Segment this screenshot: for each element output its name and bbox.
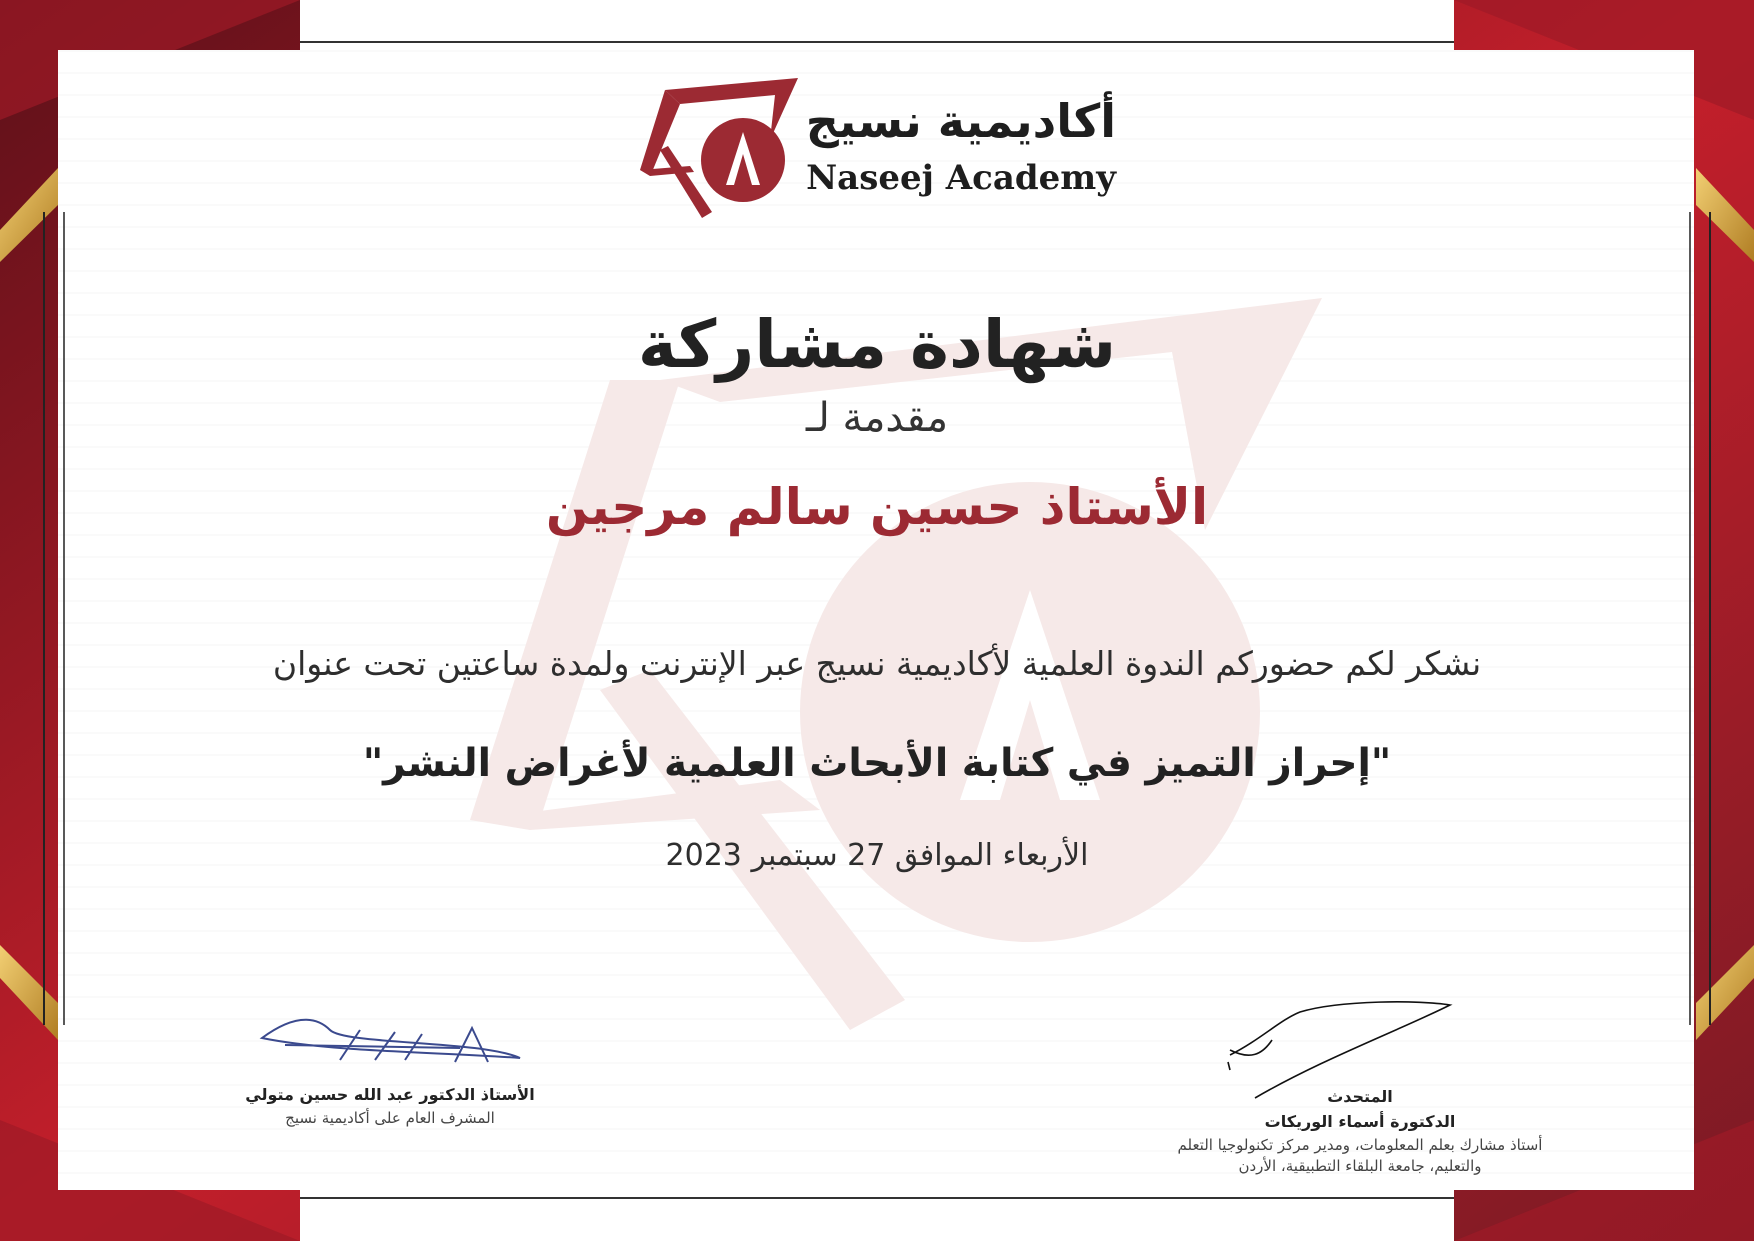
certificate-body-text: نشكر لكم حضوركم الندوة العلمية لأكاديمية نسيج عبر الإنترنت ولمدة ساعتين تحت عنوان bbox=[272, 644, 1482, 683]
certificate-title: شهادة مشاركة bbox=[637, 306, 1117, 383]
logo-english-name: Naseej Academy bbox=[806, 158, 1116, 198]
supervisor-name: الأستاذ الدكتور عبد الله حسين متولي bbox=[245, 1085, 535, 1104]
logo-arabic-name: أكاديمية نسيج bbox=[805, 94, 1116, 148]
seminar-topic: "إحراز التميز في كتابة الأبحاث العلمية لأغراض النشر" bbox=[362, 741, 1392, 786]
speaker-label: المتحدث bbox=[1327, 1087, 1393, 1106]
speaker-name: الدكتورة أسماء الوريكات bbox=[1264, 1112, 1456, 1131]
speaker-role-line-2: والتعليم، جامعة البلقاء التطبيقية، الأردن bbox=[1238, 1157, 1482, 1175]
presented-to-label: مقدمة لـ bbox=[805, 395, 949, 441]
speaker-role-line-1: أستاذ مشارك بعلم المعلومات، ومدير مركز تكنولوجيا التعلم bbox=[1177, 1136, 1543, 1154]
supervisor-role: المشرف العام على أكاديمية نسيج bbox=[285, 1109, 495, 1127]
recipient-name: الأستاذ حسين سالم مرجين bbox=[545, 478, 1209, 536]
seminar-date: الأربعاء الموافق 27 سبتمبر 2023 bbox=[665, 838, 1089, 873]
